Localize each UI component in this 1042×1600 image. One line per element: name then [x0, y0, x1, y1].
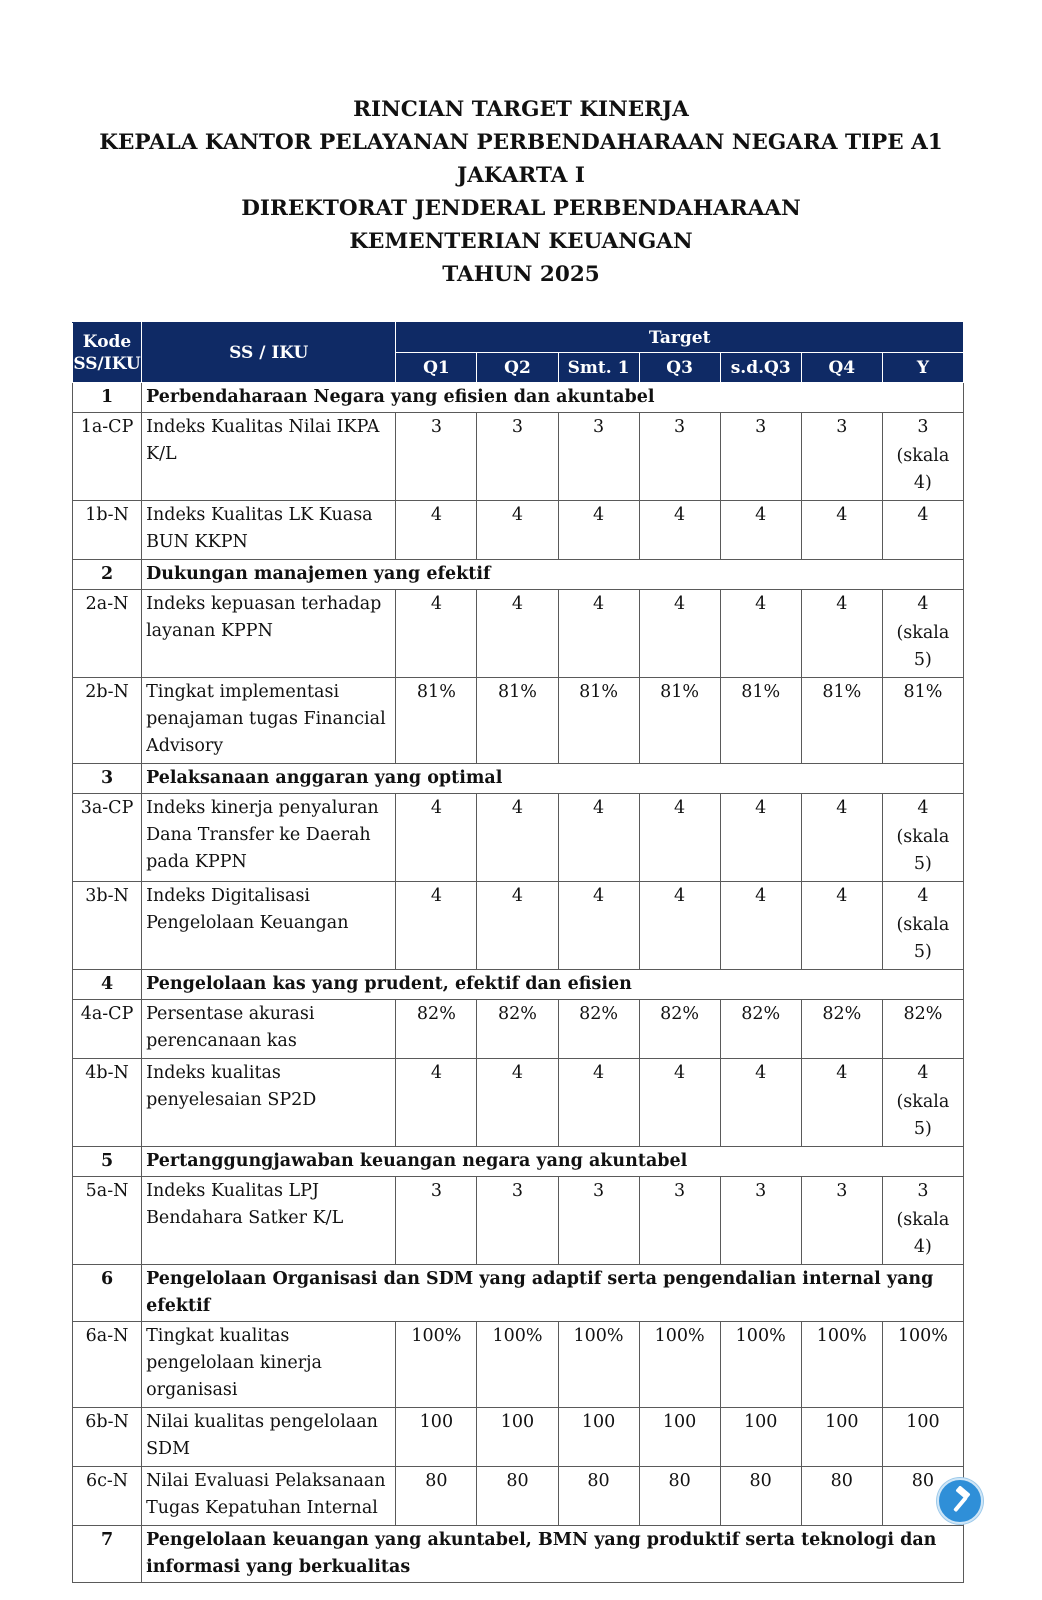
- target-smt1-cell: [558, 590, 639, 678]
- target-value: 4: [836, 594, 848, 614]
- target-q3-cell: [639, 678, 720, 764]
- iku-row: [73, 413, 964, 501]
- ss-code: 3: [73, 764, 142, 794]
- target-value: 4: [917, 886, 929, 906]
- target-q2-cell: [477, 501, 558, 560]
- target-value: 100%: [654, 1326, 705, 1346]
- target-q3-cell: [639, 1059, 720, 1147]
- title-line-2: KEPALA KANTOR PELAYANAN PERBENDAHARAAN NEGARA TIPE A1: [99, 130, 943, 155]
- iku-code: 2b-N: [73, 678, 142, 764]
- target-value: 4: [674, 886, 686, 906]
- target-value: 4: [674, 594, 686, 614]
- target-value: 4: [592, 798, 605, 818]
- target-value: 4: [430, 505, 442, 525]
- target-value: 81%: [822, 682, 862, 702]
- target-y-cell: [882, 590, 963, 678]
- ss-code: 7: [73, 1526, 142, 1583]
- target-value: 3: [755, 1181, 767, 1201]
- target-value: 4: [511, 798, 524, 818]
- target-smt1-cell: [558, 1322, 639, 1408]
- iku-row: [73, 1177, 964, 1265]
- iku-row: [73, 1059, 964, 1147]
- target-value: 80: [911, 1471, 935, 1491]
- target-value: 100%: [735, 1326, 786, 1346]
- iku-label: Persentase akurasi perencanaan kas: [142, 1000, 396, 1059]
- target-value: 3: [674, 1181, 686, 1201]
- target-value: 4: [674, 798, 686, 818]
- iku-label: Indeks Kualitas LPJ Bendahara Satker K/L: [142, 1177, 396, 1265]
- target-q3-cell: [639, 882, 720, 970]
- target-sdq3-cell: [720, 1177, 801, 1265]
- target-value: 82%: [741, 1004, 781, 1024]
- ss-code: 6: [73, 1265, 142, 1322]
- iku-code: 3a-CP: [73, 794, 142, 882]
- target-value: 80: [425, 1471, 448, 1491]
- ss-row: [73, 560, 964, 590]
- header-ss-iku: SS / IKU: [142, 323, 396, 383]
- target-value: 4: [917, 594, 929, 614]
- ss-label: Pertanggungjawaban keuangan negara yang akuntabel: [142, 1147, 964, 1177]
- target-q1-cell: [396, 501, 477, 560]
- target-sdq3-cell: [720, 1059, 801, 1147]
- document-title: [0, 93, 1042, 291]
- target-value: 100: [906, 1412, 940, 1432]
- target-q4-cell: [801, 678, 882, 764]
- header-period-q3: Q3: [639, 353, 720, 383]
- iku-code: 6c-N: [73, 1467, 142, 1526]
- target-y-cell: [882, 1059, 963, 1147]
- target-value: 3: [592, 1181, 605, 1201]
- target-q4-cell: [801, 794, 882, 882]
- target-q3-cell: [639, 1177, 720, 1265]
- ss-row: [73, 1526, 964, 1583]
- target-value: 3: [430, 1181, 442, 1201]
- iku-label: Tingkat kualitas pengelolaan kinerja organisasi: [142, 1322, 396, 1408]
- target-value: 80: [506, 1471, 529, 1491]
- header-kode: [73, 323, 142, 383]
- target-sdq3-cell: [720, 590, 801, 678]
- target-value: 4: [755, 1063, 767, 1083]
- target-value: 100%: [573, 1326, 624, 1346]
- target-value: 81%: [579, 682, 618, 702]
- iku-label: Indeks Kualitas Nilai IKPA K/L: [142, 413, 396, 501]
- target-q4-cell: [801, 1467, 882, 1526]
- iku-code: 3b-N: [73, 882, 142, 970]
- target-q2-cell: [477, 1177, 558, 1265]
- title-line-4: DIREKTORAT JENDERAL PERBENDAHARAAN: [241, 196, 801, 221]
- ss-label: Dukungan manajemen yang efektif: [142, 560, 964, 590]
- target-value: 100: [662, 1412, 697, 1432]
- target-q3-cell: [639, 1467, 720, 1526]
- iku-row: [73, 1467, 964, 1526]
- target-value: 3: [836, 417, 848, 437]
- target-value: 100%: [492, 1326, 543, 1346]
- iku-label: Indeks kinerja penyaluran Dana Transfer ke Daerah pada KPPN: [142, 794, 396, 882]
- target-q2-cell: [477, 1408, 558, 1467]
- target-q2-cell: [477, 1000, 558, 1059]
- target-smt1-cell: [558, 1467, 639, 1526]
- target-q3-cell: [639, 794, 720, 882]
- target-value: 4: [755, 594, 767, 614]
- target-sdq3-cell: [720, 1000, 801, 1059]
- target-value: 100: [825, 1412, 859, 1432]
- target-q1-cell: [396, 882, 477, 970]
- target-value: 4: [511, 1063, 524, 1083]
- target-value: 81%: [903, 682, 943, 702]
- target-value: 4: [592, 1063, 605, 1083]
- target-value: 100%: [411, 1326, 462, 1346]
- target-value: 80: [587, 1471, 610, 1491]
- target-smt1-cell: [558, 1000, 639, 1059]
- ss-row: [73, 764, 964, 794]
- ss-row: [73, 1147, 964, 1177]
- target-sdq3-cell: [720, 1467, 801, 1526]
- target-y-cell: [882, 1177, 963, 1265]
- iku-row: [73, 794, 964, 882]
- target-y-cell: [882, 1322, 963, 1408]
- target-value: 82%: [822, 1004, 862, 1024]
- scale-note: (skala 5): [896, 623, 950, 670]
- iku-label: Indeks kepuasan terhadap layanan KPPN: [142, 590, 396, 678]
- target-value: 4: [674, 1063, 686, 1083]
- target-value: 4: [430, 594, 442, 614]
- iku-row: [73, 1322, 964, 1408]
- target-smt1-cell: [558, 794, 639, 882]
- target-q4-cell: [801, 413, 882, 501]
- target-y-cell: [882, 1000, 963, 1059]
- target-value: 4: [836, 1063, 848, 1083]
- target-value: 3: [592, 417, 605, 437]
- target-smt1-cell: [558, 678, 639, 764]
- target-value: 4: [674, 505, 686, 525]
- scale-note: (skala 4): [896, 446, 950, 493]
- header-period-q2: Q2: [477, 353, 558, 383]
- target-value: 4: [592, 886, 605, 906]
- target-value: 82%: [903, 1004, 943, 1024]
- iku-code: 4b-N: [73, 1059, 142, 1147]
- target-value: 4: [755, 505, 767, 525]
- ss-code: 5: [73, 1147, 142, 1177]
- target-value: 3: [917, 417, 929, 437]
- target-value: 81%: [416, 682, 456, 702]
- iku-row: [73, 1408, 964, 1467]
- target-q4-cell: [801, 1059, 882, 1147]
- target-value: 100: [581, 1412, 616, 1432]
- target-sdq3-cell: [720, 794, 801, 882]
- target-q3-cell: [639, 1408, 720, 1467]
- target-q2-cell: [477, 1322, 558, 1408]
- ss-label: Perbendaharaan Negara yang efisien dan akuntabel: [142, 383, 964, 413]
- target-q2-cell: [477, 1059, 558, 1147]
- target-y-cell: [882, 882, 963, 970]
- ss-label: Pelaksanaan anggaran yang optimal: [142, 764, 964, 794]
- target-value: 4: [836, 798, 848, 818]
- target-y-cell: [882, 501, 963, 560]
- iku-row: [73, 678, 964, 764]
- target-q4-cell: [801, 1408, 882, 1467]
- target-value: 4: [592, 505, 605, 525]
- target-value: 3: [836, 1181, 848, 1201]
- target-value: 80: [668, 1471, 691, 1491]
- target-value: 81%: [498, 682, 537, 702]
- target-q1-cell: [396, 590, 477, 678]
- target-value: 3: [674, 417, 686, 437]
- target-q2-cell: [477, 590, 558, 678]
- title-line-5: KEMENTERIAN KEUANGAN: [349, 229, 693, 254]
- target-smt1-cell: [558, 882, 639, 970]
- target-kinerja-table: [72, 322, 964, 1583]
- iku-row: [73, 590, 964, 678]
- scale-note: (skala 5): [896, 915, 950, 962]
- scale-note: (skala 5): [896, 827, 950, 874]
- target-value: 82%: [579, 1004, 618, 1024]
- target-q2-cell: [477, 1467, 558, 1526]
- target-value: 82%: [416, 1004, 456, 1024]
- header-kode-line-2: SS/IKU: [73, 353, 141, 374]
- ss-label: Pengelolaan keuangan yang akuntabel, BMN yang produktif serta teknologi dan informasi yang berkualitas: [142, 1526, 964, 1583]
- target-value: 4: [755, 798, 767, 818]
- iku-label: Tingkat implementasi penajaman tugas Financial Advisory: [142, 678, 396, 764]
- header-target: Target: [396, 323, 964, 353]
- ss-code: 4: [73, 970, 142, 1000]
- target-q2-cell: [477, 413, 558, 501]
- ss-row: [73, 970, 964, 1000]
- target-q3-cell: [639, 1000, 720, 1059]
- header-period-q4: Q4: [801, 353, 882, 383]
- target-sdq3-cell: [720, 413, 801, 501]
- target-sdq3-cell: [720, 882, 801, 970]
- target-value: 4: [430, 1063, 442, 1083]
- target-value: 3: [511, 1181, 524, 1201]
- title-line-1: RINCIAN TARGET KINERJA: [353, 97, 689, 122]
- target-q1-cell: [396, 1467, 477, 1526]
- target-value: 4: [592, 594, 605, 614]
- target-q4-cell: [801, 590, 882, 678]
- header-period-sdq3: s.d.Q3: [720, 353, 801, 383]
- target-y-cell: [882, 794, 963, 882]
- target-q4-cell: [801, 501, 882, 560]
- target-q2-cell: [477, 678, 558, 764]
- iku-row: [73, 1000, 964, 1059]
- iku-row: [73, 501, 964, 560]
- target-value: 3: [917, 1181, 929, 1201]
- target-smt1-cell: [558, 1408, 639, 1467]
- target-value: 82%: [498, 1004, 537, 1024]
- target-smt1-cell: [558, 501, 639, 560]
- target-value: 100%: [816, 1326, 867, 1346]
- scale-note: (skala 5): [896, 1092, 950, 1139]
- target-sdq3-cell: [720, 678, 801, 764]
- target-sdq3-cell: [720, 501, 801, 560]
- iku-label: Indeks Digitalisasi Pengelolaan Keuangan: [142, 882, 396, 970]
- target-q1-cell: [396, 794, 477, 882]
- target-q1-cell: [396, 1059, 477, 1147]
- target-q3-cell: [639, 413, 720, 501]
- header-period-y: Y: [882, 353, 963, 383]
- target-value: 4: [917, 505, 929, 525]
- target-value: 81%: [660, 682, 700, 702]
- ss-code: 1: [73, 383, 142, 413]
- iku-label: Indeks kualitas penyelesaian SP2D: [142, 1059, 396, 1147]
- target-q1-cell: [396, 413, 477, 501]
- target-q1-cell: [396, 1322, 477, 1408]
- iku-code: 2a-N: [73, 590, 142, 678]
- target-value: 100: [419, 1412, 454, 1432]
- title-line-6: TAHUN 2025: [442, 262, 600, 287]
- iku-row: [73, 882, 964, 970]
- target-value: 82%: [660, 1004, 700, 1024]
- iku-code: 5a-N: [73, 1177, 142, 1265]
- iku-code: 1a-CP: [73, 413, 142, 501]
- ss-label: Pengelolaan kas yang prudent, efektif dan efisien: [142, 970, 964, 1000]
- iku-code: 1b-N: [73, 501, 142, 560]
- target-sdq3-cell: [720, 1322, 801, 1408]
- iku-label: Indeks Kualitas LK Kuasa BUN KKPN: [142, 501, 396, 560]
- target-value: 3: [755, 417, 767, 437]
- target-q4-cell: [801, 1000, 882, 1059]
- target-y-cell: [882, 678, 963, 764]
- target-q1-cell: [396, 678, 477, 764]
- iku-label: Nilai kualitas pengelolaan SDM: [142, 1408, 396, 1467]
- target-q2-cell: [477, 794, 558, 882]
- target-value: 80: [830, 1471, 853, 1491]
- target-smt1-cell: [558, 1059, 639, 1147]
- target-q3-cell: [639, 501, 720, 560]
- target-value: 3: [430, 417, 442, 437]
- target-sdq3-cell: [720, 1408, 801, 1467]
- ss-code: 2: [73, 560, 142, 590]
- target-value: 81%: [741, 682, 781, 702]
- target-smt1-cell: [558, 413, 639, 501]
- target-value: 80: [749, 1471, 772, 1491]
- header-kode-line-1: Kode: [82, 331, 132, 352]
- target-smt1-cell: [558, 1177, 639, 1265]
- scale-note: (skala 4): [896, 1210, 950, 1257]
- target-value: 4: [430, 798, 442, 818]
- target-y-cell: [882, 413, 963, 501]
- header-period-smt1: Smt. 1: [558, 353, 639, 383]
- target-value: 3: [511, 417, 524, 437]
- target-value: 4: [917, 798, 929, 818]
- target-value: 4: [511, 594, 524, 614]
- target-q1-cell: [396, 1177, 477, 1265]
- target-q1-cell: [396, 1000, 477, 1059]
- target-value: 4: [917, 1063, 929, 1083]
- target-q1-cell: [396, 1408, 477, 1467]
- iku-code: 4a-CP: [73, 1000, 142, 1059]
- target-q3-cell: [639, 1322, 720, 1408]
- target-value: 4: [836, 886, 848, 906]
- target-value: 4: [836, 505, 848, 525]
- ss-row: [73, 383, 964, 413]
- ss-label: Pengelolaan Organisasi dan SDM yang adaptif serta pengendalian internal yang efektif: [142, 1265, 964, 1322]
- target-value: 4: [755, 886, 767, 906]
- target-q2-cell: [477, 882, 558, 970]
- target-value: 4: [430, 886, 442, 906]
- target-value: 100: [743, 1412, 778, 1432]
- target-q3-cell: [639, 590, 720, 678]
- iku-label: Nilai Evaluasi Pelaksanaan Tugas Kepatuhan Internal: [142, 1467, 396, 1526]
- ss-row: [73, 1265, 964, 1322]
- hammer-badge-icon: [937, 1478, 983, 1524]
- target-q4-cell: [801, 1177, 882, 1265]
- iku-code: 6b-N: [73, 1408, 142, 1467]
- target-value: 100%: [897, 1326, 948, 1346]
- iku-code: 6a-N: [73, 1322, 142, 1408]
- target-q4-cell: [801, 882, 882, 970]
- header-period-q1: Q1: [396, 353, 477, 383]
- target-value: 100: [500, 1412, 535, 1432]
- target-y-cell: [882, 1408, 963, 1467]
- title-line-3: JAKARTA I: [457, 163, 585, 188]
- target-value: 4: [511, 886, 524, 906]
- target-value: 4: [511, 505, 524, 525]
- table-body: [73, 383, 964, 1583]
- target-q4-cell: [801, 1322, 882, 1408]
